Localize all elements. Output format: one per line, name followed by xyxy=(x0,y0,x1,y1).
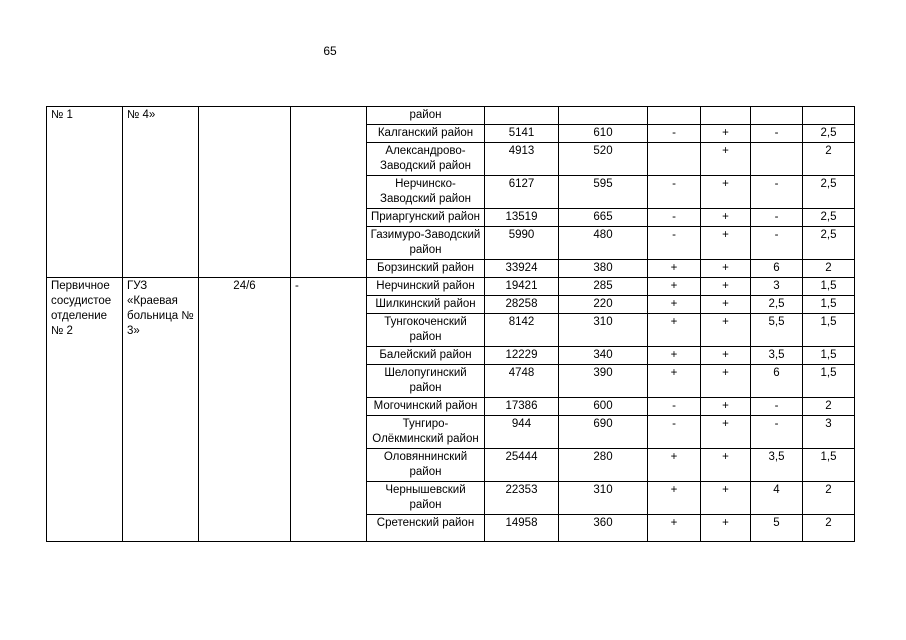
population-cell: 28258 xyxy=(485,296,559,314)
district-cell: Калганский район xyxy=(367,125,485,143)
criterion-1-cell: + xyxy=(648,515,701,542)
criterion-2-cell: + xyxy=(701,227,751,260)
table-row xyxy=(47,107,855,125)
last-cell: 2,5 xyxy=(803,227,855,260)
district-cell: Могочинский район xyxy=(367,398,485,416)
time-cell: - xyxy=(751,125,803,143)
criterion-1-cell: - xyxy=(648,227,701,260)
criterion-1-cell: - xyxy=(648,398,701,416)
criterion-1-cell: + xyxy=(648,278,701,296)
criterion-2-cell: + xyxy=(701,296,751,314)
table-row xyxy=(47,278,855,296)
population-cell: 22353 xyxy=(485,482,559,515)
district-cell: Борзинский район xyxy=(367,260,485,278)
last-cell: 1,5 xyxy=(803,278,855,296)
last-cell: 2 xyxy=(803,260,855,278)
last-cell: 3 xyxy=(803,416,855,449)
distance-cell: 595 xyxy=(559,176,648,209)
time-cell xyxy=(751,143,803,176)
last-cell: 2,5 xyxy=(803,125,855,143)
criterion-1-cell: + xyxy=(648,482,701,515)
last-cell: 1,5 xyxy=(803,314,855,347)
other-cell: - xyxy=(291,278,367,542)
district-cell: Тунгокоченский район xyxy=(367,314,485,347)
district-cell: Оловяннинский район xyxy=(367,449,485,482)
criterion-1-cell: - xyxy=(648,176,701,209)
time-cell: 5 xyxy=(751,515,803,542)
district-cell: Александрово-Заводский район xyxy=(367,143,485,176)
population-cell xyxy=(485,107,559,125)
schedule-cell: 24/6 xyxy=(199,278,291,542)
criterion-1-cell: + xyxy=(648,314,701,347)
schedule-cell xyxy=(199,107,291,278)
criterion-2-cell: + xyxy=(701,482,751,515)
criterion-1-cell: - xyxy=(648,416,701,449)
district-cell: Чернышевский район xyxy=(367,482,485,515)
criterion-1-cell xyxy=(648,107,701,125)
distance-cell: 360 xyxy=(559,515,648,542)
time-cell: - xyxy=(751,176,803,209)
district-cell: Сретенский район xyxy=(367,515,485,542)
distance-cell: 310 xyxy=(559,482,648,515)
distance-cell: 310 xyxy=(559,314,648,347)
criterion-1-cell: + xyxy=(648,347,701,365)
district-cell: Приаргунский район xyxy=(367,209,485,227)
district-cell: Шелопугинский район xyxy=(367,365,485,398)
criterion-2-cell: + xyxy=(701,347,751,365)
criterion-2-cell: + xyxy=(701,449,751,482)
district-cell: район xyxy=(367,107,485,125)
population-cell: 5990 xyxy=(485,227,559,260)
district-cell: Балейский район xyxy=(367,347,485,365)
population-cell: 5141 xyxy=(485,125,559,143)
population-cell: 13519 xyxy=(485,209,559,227)
time-cell: - xyxy=(751,209,803,227)
unit-cell: № 1 xyxy=(47,107,123,278)
criterion-1-cell: - xyxy=(648,209,701,227)
last-cell: 2 xyxy=(803,143,855,176)
district-cell: Газимуро-Заводский район xyxy=(367,227,485,260)
last-cell xyxy=(803,107,855,125)
page-number: 65 xyxy=(323,44,337,58)
criterion-2-cell: + xyxy=(701,143,751,176)
criterion-2-cell: + xyxy=(701,416,751,449)
criterion-2-cell: + xyxy=(701,260,751,278)
distance-cell: 285 xyxy=(559,278,648,296)
time-cell: 2,5 xyxy=(751,296,803,314)
district-cell: Шилкинский район xyxy=(367,296,485,314)
last-cell: 2 xyxy=(803,398,855,416)
routing-table xyxy=(46,106,855,542)
time-cell: - xyxy=(751,416,803,449)
criterion-1-cell: + xyxy=(648,365,701,398)
distance-cell: 600 xyxy=(559,398,648,416)
criterion-1-cell: + xyxy=(648,260,701,278)
time-cell: 3 xyxy=(751,278,803,296)
unit-cell: Первичное сосудистое отделение № 2 xyxy=(47,278,123,542)
distance-cell: 520 xyxy=(559,143,648,176)
last-cell: 2,5 xyxy=(803,176,855,209)
population-cell: 33924 xyxy=(485,260,559,278)
criterion-2-cell xyxy=(701,107,751,125)
distance-cell: 390 xyxy=(559,365,648,398)
criterion-2-cell: + xyxy=(701,314,751,347)
time-cell: - xyxy=(751,398,803,416)
last-cell: 1,5 xyxy=(803,449,855,482)
time-cell: - xyxy=(751,227,803,260)
distance-cell: 280 xyxy=(559,449,648,482)
time-cell: 3,5 xyxy=(751,347,803,365)
criterion-2-cell: + xyxy=(701,209,751,227)
time-cell xyxy=(751,107,803,125)
population-cell: 6127 xyxy=(485,176,559,209)
time-cell: 3,5 xyxy=(751,449,803,482)
time-cell: 5,5 xyxy=(751,314,803,347)
criterion-1-cell xyxy=(648,143,701,176)
criterion-2-cell: + xyxy=(701,365,751,398)
table-body xyxy=(47,107,855,542)
distance-cell: 220 xyxy=(559,296,648,314)
last-cell: 1,5 xyxy=(803,347,855,365)
population-cell: 8142 xyxy=(485,314,559,347)
last-cell: 1,5 xyxy=(803,365,855,398)
population-cell: 4748 xyxy=(485,365,559,398)
distance-cell: 480 xyxy=(559,227,648,260)
criterion-1-cell: + xyxy=(648,296,701,314)
population-cell: 12229 xyxy=(485,347,559,365)
time-cell: 6 xyxy=(751,365,803,398)
other-cell xyxy=(291,107,367,278)
distance-cell: 690 xyxy=(559,416,648,449)
population-cell: 4913 xyxy=(485,143,559,176)
criterion-2-cell: + xyxy=(701,278,751,296)
distance-cell: 340 xyxy=(559,347,648,365)
institution-cell: ГУЗ «Краевая больница № 3» xyxy=(123,278,199,542)
population-cell: 944 xyxy=(485,416,559,449)
last-cell: 2,5 xyxy=(803,209,855,227)
last-cell: 2 xyxy=(803,515,855,542)
population-cell: 17386 xyxy=(485,398,559,416)
time-cell: 4 xyxy=(751,482,803,515)
criterion-2-cell: + xyxy=(701,515,751,542)
criterion-2-cell: + xyxy=(701,125,751,143)
distance-cell: 665 xyxy=(559,209,648,227)
distance-cell: 610 xyxy=(559,125,648,143)
distance-cell: 380 xyxy=(559,260,648,278)
population-cell: 14958 xyxy=(485,515,559,542)
time-cell: 6 xyxy=(751,260,803,278)
district-cell: Тунгиро-Олёкминский район xyxy=(367,416,485,449)
last-cell: 2 xyxy=(803,482,855,515)
institution-cell: № 4» xyxy=(123,107,199,278)
population-cell: 25444 xyxy=(485,449,559,482)
population-cell: 19421 xyxy=(485,278,559,296)
last-cell: 1,5 xyxy=(803,296,855,314)
distance-cell xyxy=(559,107,648,125)
criterion-2-cell: + xyxy=(701,398,751,416)
district-cell: Нерчинский район xyxy=(367,278,485,296)
criterion-2-cell: + xyxy=(701,176,751,209)
criterion-1-cell: + xyxy=(648,449,701,482)
criterion-1-cell: - xyxy=(648,125,701,143)
district-cell: Нерчинско-Заводский район xyxy=(367,176,485,209)
